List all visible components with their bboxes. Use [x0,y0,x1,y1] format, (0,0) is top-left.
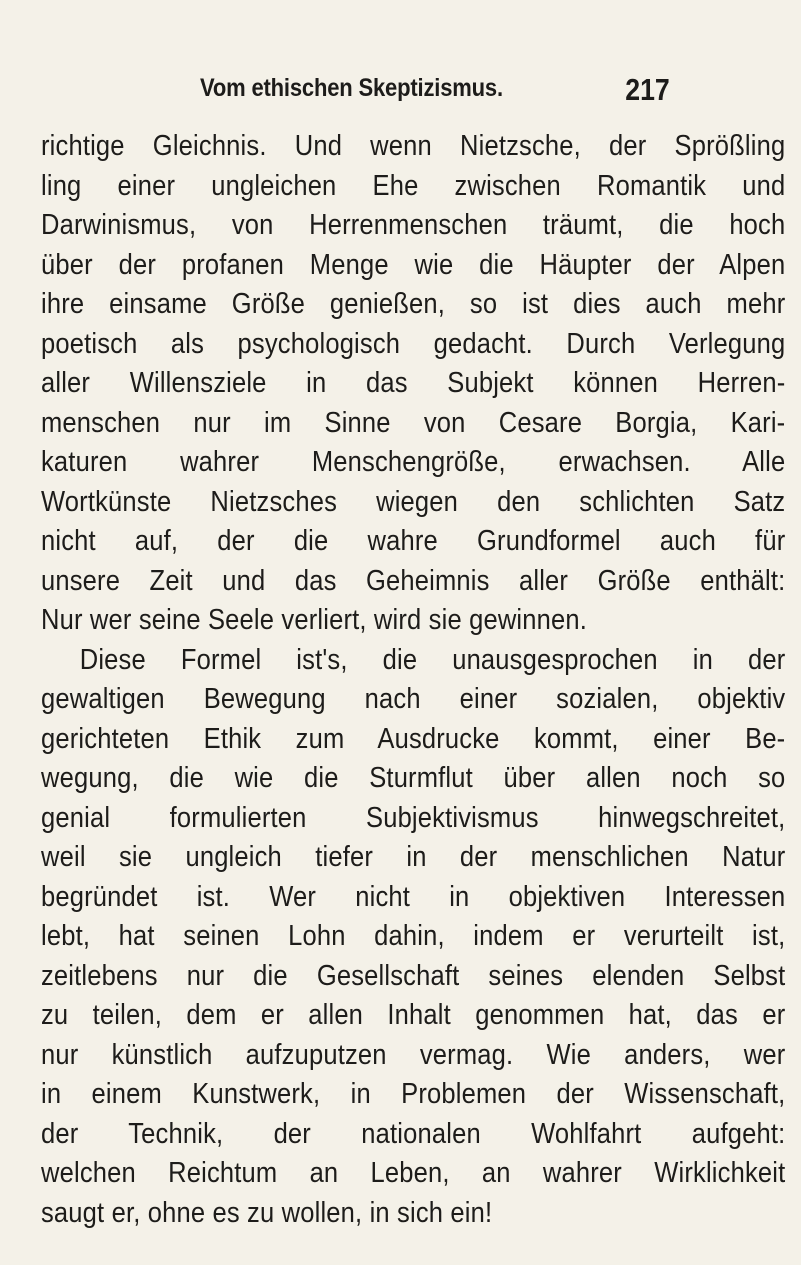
text-line: gerichteten Ethik zum Ausdrucke kommt, einer Be- [41,722,786,755]
running-head [200,72,670,112]
text-line: der Technik, der nationalen Wohlfahrt aufgeht: [41,1117,786,1150]
text-line: ling einer ungleichen Ehe zwischen Romantik und [41,169,786,202]
text-line: ihre einsame Größe genießen, so ist dies auch mehr [41,288,786,320]
text-line: Wortkünste Nietzsches wiegen den schlichten Satz [41,485,786,518]
page-number: 217 [625,72,670,107]
text-line: menschen nur im Sinne von Cesare Borgia, Kari- [41,406,786,439]
text-line: zu teilen, dem er allen Inhalt genommen hat, das er [41,999,786,1031]
body-text [41,127,786,1233]
text-line: lebt, hat seinen Lohn dahin, indem er verurteilt ist, [41,920,786,952]
text-line: poetisch als psychologisch gedacht. Durch Verlegung [41,327,786,360]
text-line: in einem Kunstwerk, in Problemen der Wissenschaft, [41,1078,786,1110]
running-title: Vom ethischen Skeptizismus. [200,74,503,102]
text-line: nur künstlich aufzuputzen vermag. Wie anders, wer [41,1038,786,1071]
text-line: Nur wer seine Seele verliert, wird sie gewinnen. [41,604,588,636]
text-line: begründet ist. Wer nicht in objektiven Interessen [41,880,786,913]
text-line: Darwinismus, von Herrenmenschen träumt, die hoch [41,209,786,241]
text-line: gewaltigen Bewegung nach einer sozialen, objektiv [41,683,786,715]
text-line: katuren wahrer Menschengröße, erwachsen. Alle [41,446,786,478]
text-line: saugt er, ohne es zu wollen, in sich ein! [41,1196,493,1229]
text-line: unsere Zeit und das Geheimnis aller Größe enthält: [41,564,786,597]
text-line: Diese Formel ist's, die unausgesprochen in der [79,643,786,676]
text-line: zeitlebens nur die Gesellschaft seines elenden Selbst [41,959,786,992]
text-line: wegung, die wie die Sturmflut über allen noch so [41,762,786,794]
text-line: weil sie ungleich tiefer in der menschlichen Natur [41,841,786,873]
text-line: über der profanen Menge wie die Häupter der Alpen [41,248,786,281]
text-line: genial formulierten Subjektivismus hinwegschreitet, [41,801,786,834]
text-line: aller Willensziele in das Subjekt können Herren- [41,367,786,399]
text-line: richtige Gleichnis. Und wenn Nietzsche, der Sprößling [41,130,786,162]
text-line: welchen Reichtum an Leben, an wahrer Wirklichkeit [41,1157,786,1189]
text-line: nicht auf, der die wahre Grundformel auch für [41,525,786,557]
